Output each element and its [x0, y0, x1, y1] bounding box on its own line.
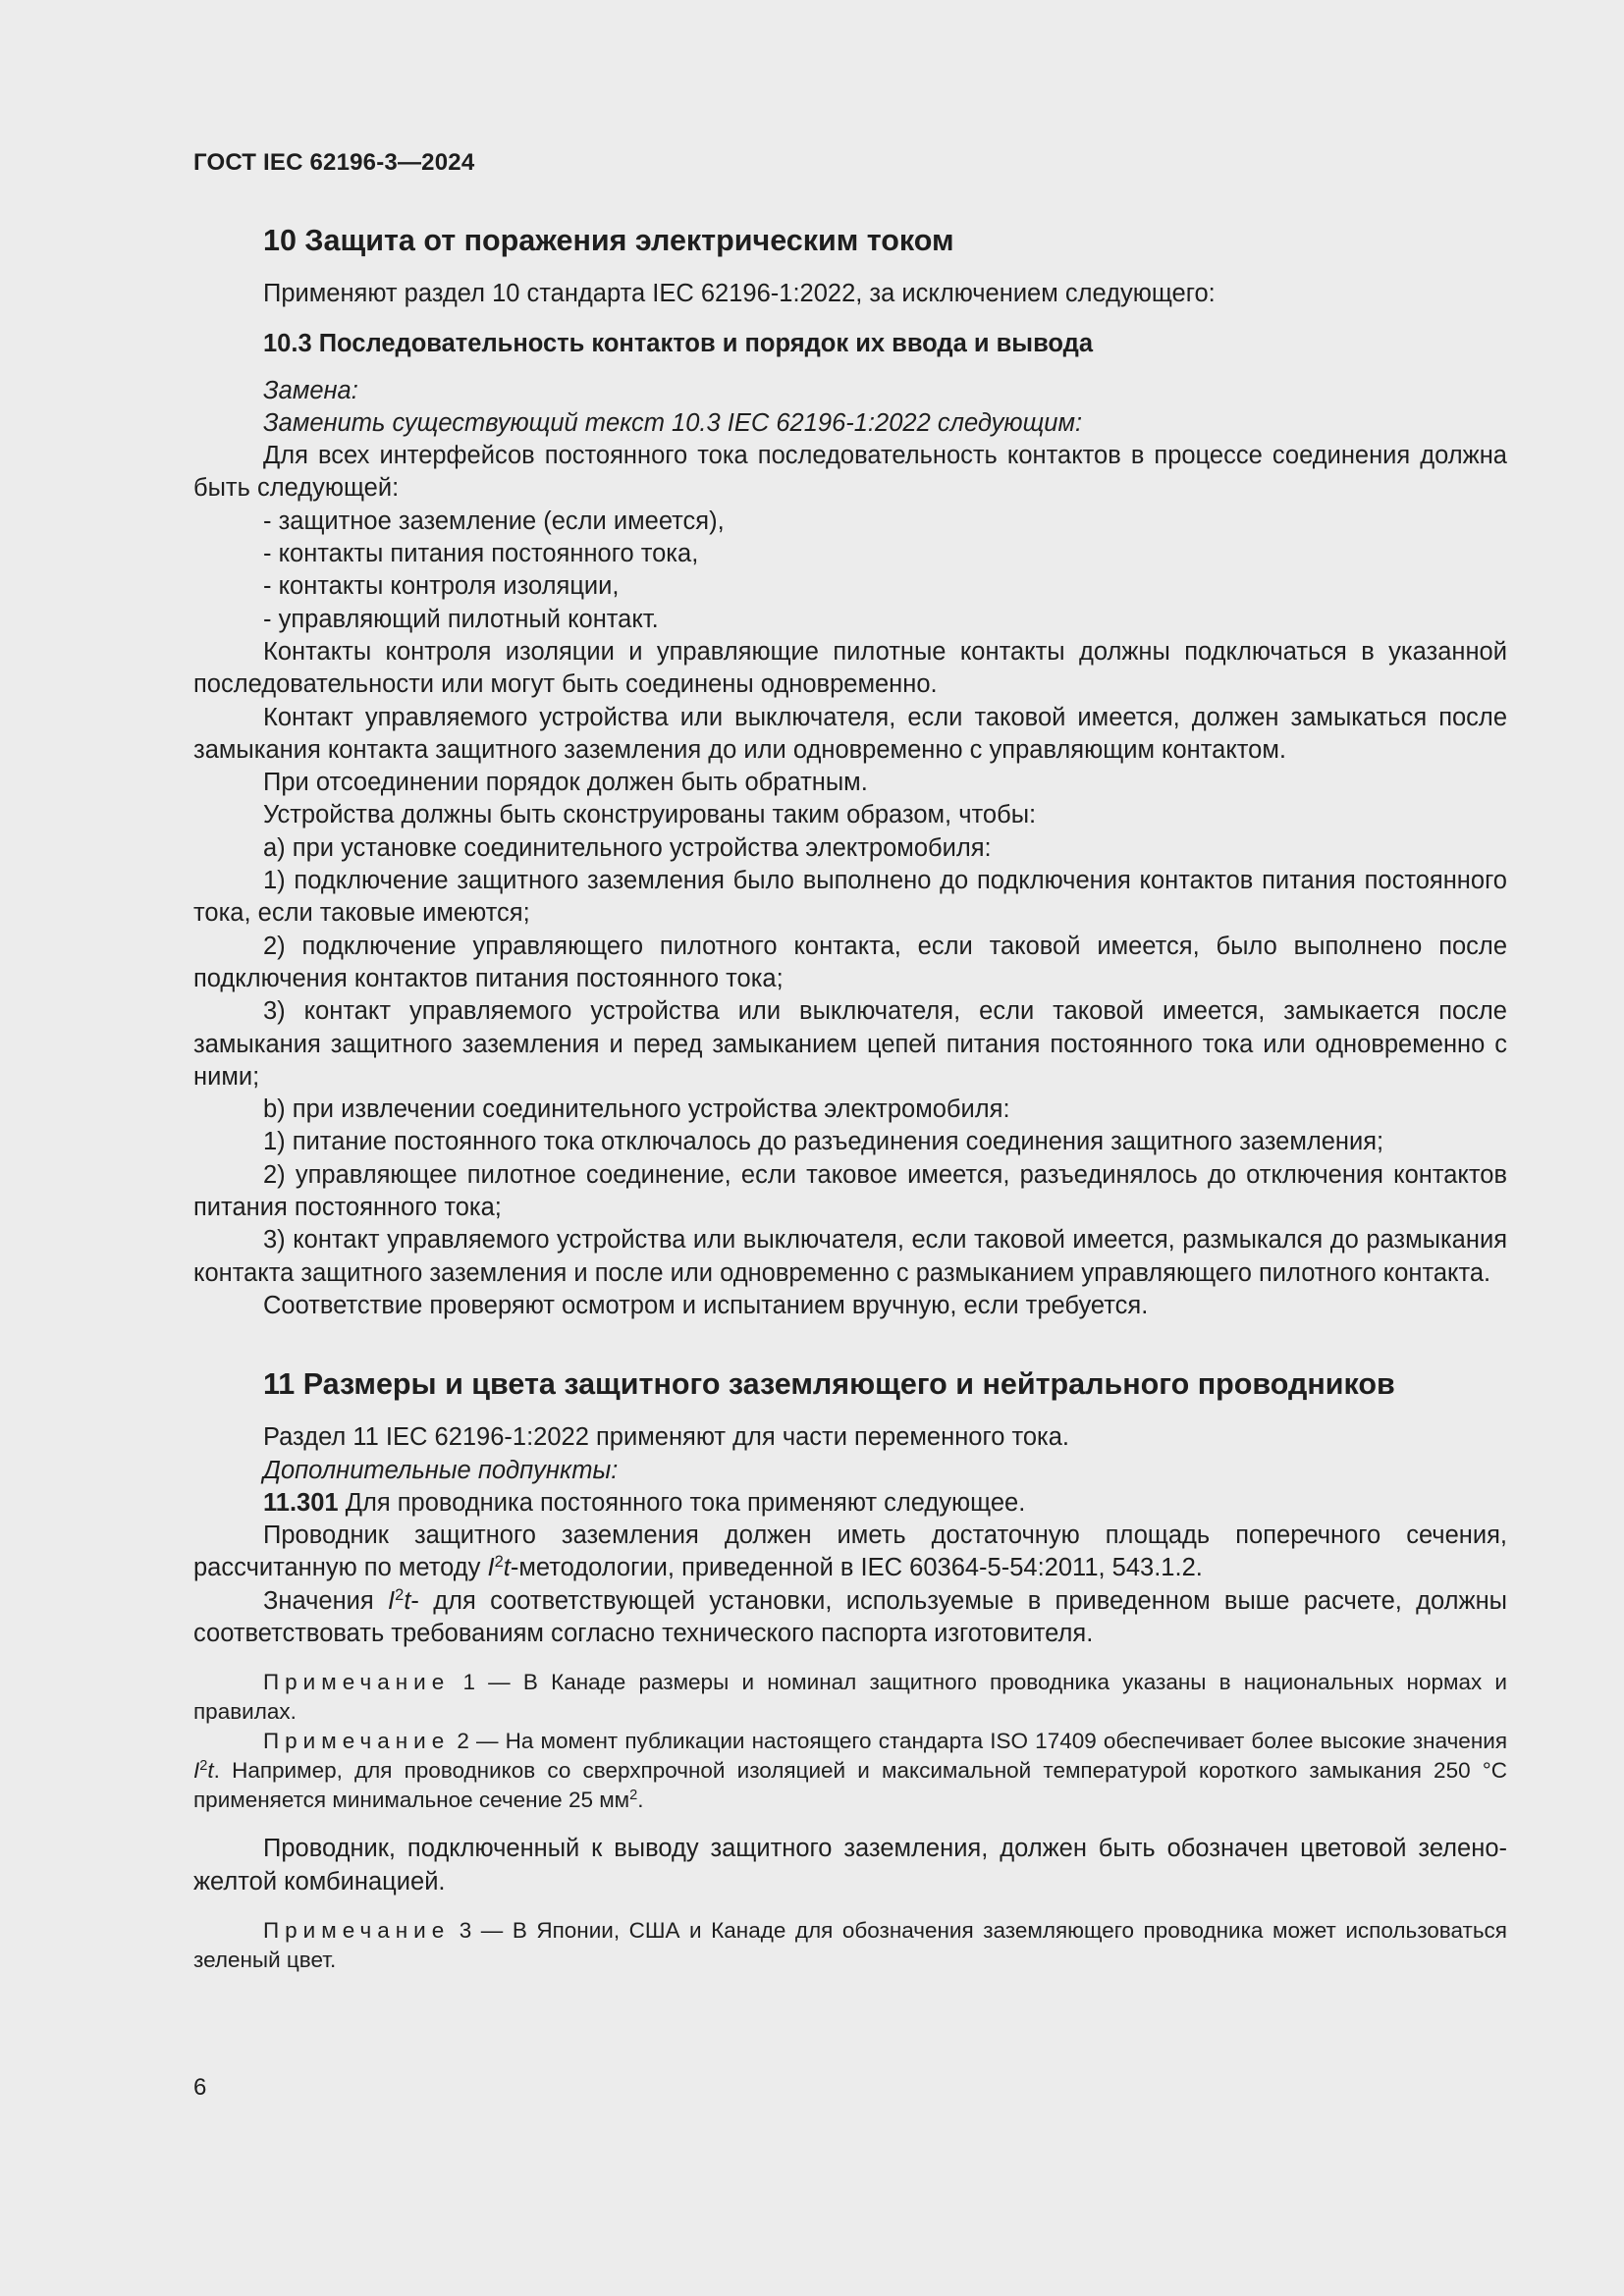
paragraph: Устройства должны быть сконструированы таким образом, чтобы: — [263, 801, 1037, 829]
list-item-a1: 1) подключение защитного заземления было выполнено до подключения контактов питания постоянного тока, если таковые имеются; — [193, 867, 1507, 928]
list-item-b2: 2) управляющее пилотное соединение, если таковое имеется, разъединялось до отключения контактов питания постоянного тока; — [193, 1160, 1507, 1222]
list-item-b3: 3) контакт управляемого устройства или выключателя, если таковой имеется, размыкался до размыкания контакта защитного заземления и после или одновременно с размыканием управляющего пилотного контакта. — [193, 1226, 1507, 1287]
list-item-a3: 3) контакт управляемого устройства или выключателя, если таковой имеется, замыкается после замыкания защитного заземления и перед замыканием цепей питания постоянного тока или одновременно с ними; — [193, 997, 1507, 1091]
note-label: Примечание — [263, 1917, 451, 1943]
note-2: Примечание 2 — На момент публикации настоящего стандарта ISO 17409 обеспечивает более высокие значения $I^2t$. Например, для проводников со сверхпрочной изоляцией и максимальной температурой короткого замыкания 250 °С применяется минимальное сечение 25 $мм^2$. — [193, 1729, 1507, 1813]
replace-text: Заменить существующий текст 10.3 IEC 62196-1:2022 следующим: — [263, 408, 1083, 437]
section-10-heading: 10 Защита от поражения электрическим током — [263, 224, 954, 257]
document-header: ГОСТ IEC 62196-3—2024 — [193, 149, 475, 176]
section-10-intro: Применяют раздел 10 стандарта IEC 62196-1:2022, за исключением следующего: — [263, 280, 1216, 307]
page-number: 6 — [193, 2074, 207, 2101]
clause-text: Для проводника постоянного тока применяют следующее. — [345, 1488, 1026, 1517]
list-item: - управляющий пилотный контакт. — [263, 605, 659, 633]
list-item-a2: 2) подключение управляющего пилотного контакта, если таковой имеется, было выполнено после подключения контактов питания постоянного тока; — [193, 932, 1507, 992]
note-3: Примечание 3 — В Японии, США и Канаде для обозначения заземляющего проводника может использоваться зеленый цвет. — [193, 1917, 1507, 1972]
paragraph: Значения $I^2t-$ для соответствующей установки, используемые в приведенном выше расчете, должны соответствовать требованиям согласно технического паспорта изготовителя. — [193, 1584, 1507, 1647]
replace-label: Замена: — [263, 376, 358, 404]
paragraph: При отсоединении порядок должен быть обратным. — [263, 769, 868, 797]
page-content — [193, 221, 1507, 1975]
note-label: Примечание — [263, 1729, 451, 1754]
clause-11-301 — [193, 1487, 1507, 1520]
paragraph: Проводник защитного заземления должен иметь достаточную площадь поперечного сечения, рассчитанную по методу $I^2t$-методологии, приведенной в IEC 60364-5-54:2011, 543.1.2. — [193, 1522, 1507, 1582]
clause-number: 11.301 — [263, 1488, 339, 1517]
list-item: - контакты контроля изоляции, — [263, 572, 620, 601]
list-item: - контакты питания постоянного тока, — [263, 540, 699, 568]
section-11-intro: Раздел 11 IEC 62196-1:2022 применяют для части переменного тока. — [263, 1423, 1070, 1452]
paragraph: Контакт управляемого устройства или выключателя, если таковой имеется, должен замыкаться после замыкания контакта защитного заземления до или одновременно с управляющим контактом. — [193, 703, 1507, 764]
list-item-a: a) при установке соединительного устройства электромобиля: — [263, 833, 992, 862]
section-11-heading: 11 Размеры и цвета защитного заземляющего и нейтрального проводников — [263, 1367, 1395, 1402]
note-1: Примечание 1 — В Канаде размеры и номинал защитного проводника указаны в национальных нормах и правилах. — [193, 1670, 1507, 1725]
note-label: Примечание — [263, 1670, 451, 1695]
list-item: - защитное заземление (если имеется), — [263, 507, 725, 535]
clause-10-3-heading: 10.3 Последовательность контактов и порядок их ввода и вывода — [263, 330, 1094, 358]
paragraph: Проводник, подключенный к выводу защитного заземления, должен быть обозначен цветовой зелено-желтой комбинацией. — [193, 1835, 1507, 1896]
paragraph: Контакты контроля изоляции и управляющие пилотные контакты должны подключаться в указанной последовательности или могут быть соединены одновременно. — [193, 637, 1507, 699]
paragraph: Для всех интерфейсов постоянного тока последовательность контактов в процессе соединения должна быть следующей: — [193, 442, 1507, 503]
list-item-b1: 1) питание постоянного тока отключалось до разъединения соединения защитного заземления; — [263, 1128, 1384, 1156]
compliance-text: Соответствие проверяют осмотром и испытанием вручную, если требуется. — [263, 1291, 1149, 1319]
list-item-b: b) при извлечении соединительного устройства электромобиля: — [263, 1095, 1010, 1124]
additional-subclauses-label: Дополнительные подпункты: — [263, 1456, 619, 1484]
